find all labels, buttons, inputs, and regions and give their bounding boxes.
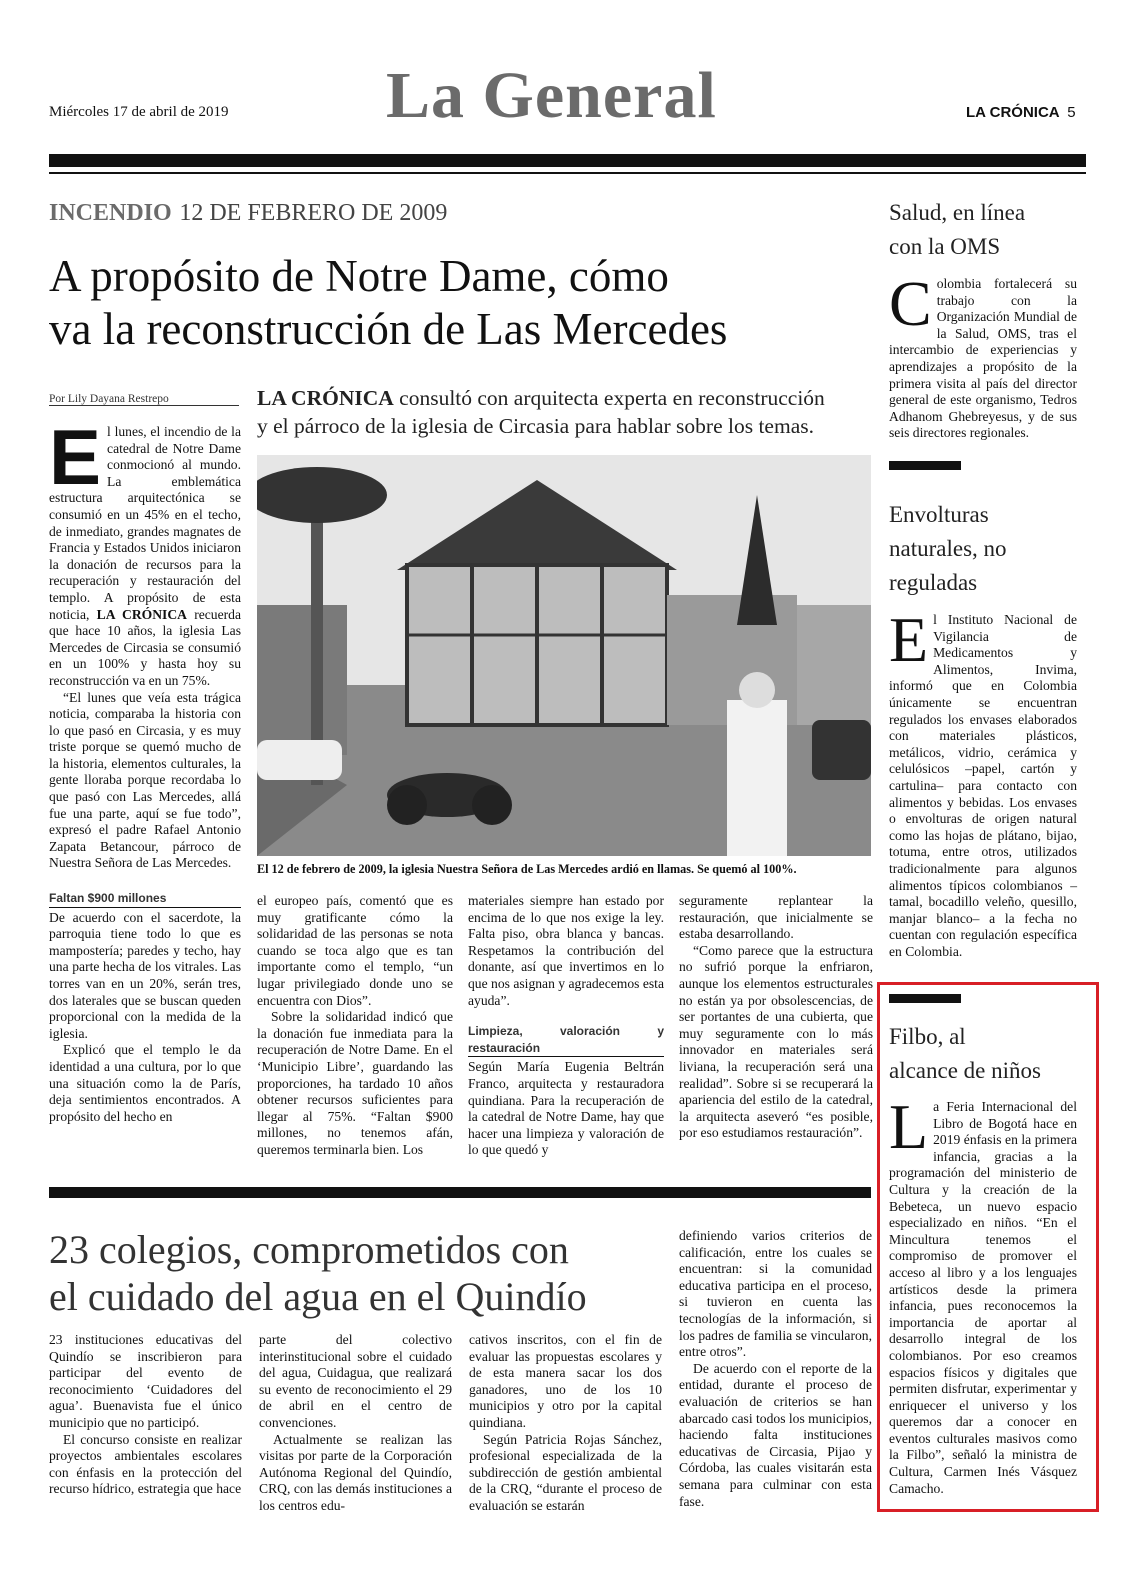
col3-p1: materiales siempre han estado por encima de lo que nos exige la ley. Falta piso, obra blanca y bancas. Respetamos la contribución del donante, así que invertimos en lo que nos asignan y agradecemos esta ayuda”. xyxy=(468,893,664,1008)
col2-p1: el europeo país, comentó que es muy gratificante cómo la solidaridad de las personas se nota cuando se toca algo que es tan importante como el templo, “un lugar privilegiado donde uno se encuentra con Dios”. xyxy=(257,893,453,1008)
col1-p3: De acuerdo con el sacerdote, la parroquia tiene todo lo que es mampostería; paredes y techo, hay una parte hecha de los vitrales. Las torres van en un 20%, serán tres, dos laterales que se buscan queden proporcional con la medida de la iglesia. xyxy=(49,909,241,1041)
col2-p2: Sobre la solidaridad indicó que la donación fue inmediata para la recuperación de Notre Dame. En el ‘Municipio Libre’, guardando las proporciones, ha tardado 10 años obtener recursos suficientes para llegar al 75%. “Faltan $900 millones, no tenemos afán, queremos terminarla bien. Los xyxy=(257,1009,453,1157)
photo-caption: El 12 de febrero de 2009, la iglesia Nuestra Señora de Las Mercedes ardió en llamas. Se quemó al 100%. xyxy=(257,862,797,876)
sidebar-title-envolturas xyxy=(889,498,1007,600)
main-headline xyxy=(49,250,727,356)
sidebar-filbo-text: a Feria Internacional del Libro de Bogotá hace en 2019 énfasis en la primera infancia, gracias a la programación del ministerio de Cultura y la creación de la Bebeteca, un nuevo espacio especializado en niños. “En el Mincultura tenemos el compromiso de promover el acceso al libro y a los lenguajes artísticos desde la primera infancia, pues reconocemos la importancia de aportar al desarrollo integral de los colombianos. Por eso creamos espacios físicos y digitales que permiten disfrutar, experimentar y enriquecer el universo y los queremos dar a conocer en eventos culturales masivos como la Filbo”, señaló la ministra de Cultura, Carmen Inés Vásquez Camacho. xyxy=(889,1099,1077,1496)
second-col1-p1: 23 instituciones educativas del Quindío se inscribieron para participar del evento de reconocimiento ‘Cuidadores del agua’. Buenavista fue el único municipio que no participó. xyxy=(49,1332,242,1430)
second-column-3 xyxy=(469,1332,662,1515)
main-headline-line2: va la reconstrucción de Las Mercedes xyxy=(49,304,728,354)
col3-p2: Según María Eugenia Beltrán Franco, arquitecta y restauradora quindiana. Para la recuperación de la catedral de Notre Dame, hay que hacer una limpieza y valoración de lo que quedó y xyxy=(468,1059,664,1158)
second-col3-p2: Según Patricia Rojas Sánchez, profesional especializada de la subdirección de gestión ambiental de la CRQ, “durante el proceso de evaluación se estarán xyxy=(469,1431,662,1513)
main-column-1 xyxy=(49,413,241,1125)
main-column-3 xyxy=(468,893,664,1159)
second-col3-p1: cativos inscritos, con el fin de evaluar las propuestas escolares y de esta manera sacar los dos ganadores, uno de los 10 municipios y otro por la capital quindiana. xyxy=(469,1332,662,1430)
second-column-2 xyxy=(259,1332,452,1515)
issue-date: Miércoles 17 de abril de 2019 xyxy=(49,104,229,120)
sidebar-divider-1 xyxy=(889,461,961,470)
second-headline xyxy=(49,1226,587,1320)
sidebar-body-oms xyxy=(889,268,1077,442)
col1-p1: l lunes, el incendio de la catedral de Notre Dame conmocionó al mundo. La emblemática estructura arquitectónica se consumió en un 45% en el techo, de inmediato, grandes magnates de Francia y Estados Unidos iniciaron la donación de recursos para la recuperación y restauración del templo. A propósito de esta noticia, xyxy=(49,424,241,622)
deck xyxy=(257,384,872,440)
sidebar-title-oms-l1: Salud, en línea xyxy=(889,200,1026,225)
second-column-1 xyxy=(49,1332,242,1498)
subhead-limpieza: Limpieza, valoración y restauración xyxy=(468,1023,664,1057)
main-headline-line1: A propósito de Notre Dame, cómo xyxy=(49,251,669,301)
sidebar-oms-text: olombia fortalecerá su trabajo con la Organización Mundial de la Salud, OMS, tras el intercambio de experiencias y aprendizajes a propósito de la primera visita al país del director general de este organismo, Tedros Adhanom Ghebreyesus, y de sus seis directores regionales. xyxy=(889,276,1077,441)
paper-name-text: LA CRÓNICA xyxy=(966,104,1060,121)
second-col1-p2: El concurso consiste en realizar proyectos ambientales escolares con énfasis en la protección del recurso hídrico, estrategia que hace xyxy=(49,1431,242,1497)
kicker-label: INCENDIO xyxy=(49,200,172,226)
sidebar-env-text: l Instituto Nacional de Vigilancia de Medicamentos y Alimentos, Invima, informó que en Colombia únicamente se encuentran regulados los envases elaborados con materiales plásticos, metálicos, vidrio, cerámica y celulósicos –papel, cartón y cartulina– para contacto con alimentos y bebidas. Los envases o envolturas de origen natural como las hojas de plátano, bijao, totuma, entre otros, utilizados tradicionalmente para algunos alimentos típicos colombianos –tamal, bocadillo veleño, quesillo, manjar blanco– a la fecha no cuentan con regulación específica en Colombia. xyxy=(889,612,1077,959)
second-column-4 xyxy=(679,1228,872,1510)
dropcap-e2: E xyxy=(889,604,929,675)
byline: Por Lily Dayana Restrepo xyxy=(49,393,239,406)
dropcap-l: L xyxy=(889,1091,929,1162)
sidebar-divider-2 xyxy=(889,994,961,1003)
sidebar-title-oms xyxy=(889,196,1025,264)
deck-line1: consultó con arquitecta experta en reconstrucción xyxy=(393,386,825,410)
page-number: 5 xyxy=(1067,104,1076,121)
sidebar-title-filbo-l1: Filbo, al xyxy=(889,1024,966,1049)
sidebar-title-filbo xyxy=(889,1020,1041,1088)
second-headline-l2: el cuidado del agua en el Quindío xyxy=(49,1274,587,1319)
second-col2-p2: Actualmente se realizan las visitas por parte de la Corporación Autónoma Regional del Quindío, CRQ, con las demás instituciones a los centros edu- xyxy=(259,1431,452,1513)
deck-line2: y el párroco de la iglesia de Circasia para hablar sobre los temas. xyxy=(257,414,814,438)
sidebar-title-env-l3: reguladas xyxy=(889,570,978,595)
sidebar-title-filbo-l2: alcance de niños xyxy=(889,1058,1041,1083)
second-col4-p2: De acuerdo con el reporte de la entidad, durante el proceso de evaluación de criterios se han abarcado casi todos los municipios, haciendo falta instituciones educativas de Circasia, Pijao y Córdoba, las cuales visitarán esta semana para culminar con esta fase. xyxy=(679,1360,872,1509)
deck-strong: LA CRÓNICA xyxy=(257,386,394,410)
masthead-rule-thin xyxy=(49,172,1086,174)
subhead-faltan: Faltan $900 millones xyxy=(49,890,241,908)
col1-p4: Explicó que el templo le da identidad a una cultura, por lo que una situación como la de París, deja sentimientos encontrados. A propósito del hecho en xyxy=(49,1042,241,1124)
dropcap-e: E xyxy=(49,413,102,501)
church-photo xyxy=(257,455,871,856)
sidebar-title-env-l1: Envolturas xyxy=(889,502,989,527)
second-col4-p1: definiendo varios criterios de calificación, entre los cuales se encuentran: si la comunidad educativa participa en el proceso, si tuvieron en cuenta las tecnologías de la información, si los padres de familia se vincularon, entre otros”. xyxy=(679,1228,872,1360)
second-headline-l1: 23 colegios, comprometidos con xyxy=(49,1227,569,1272)
col1-p1-strong: LA CRÓNICA xyxy=(96,606,187,622)
kicker-date: 12 DE FEBRERO DE 2009 xyxy=(179,200,448,226)
sidebar-title-oms-l2: con la OMS xyxy=(889,234,1001,259)
second-story-rule xyxy=(49,1187,871,1198)
col1-p1-end: recuerda que hace 10 años, la iglesia Las Mercedes de Circasia se consumió en un 100% y hasta hoy su reconstrucción va en un 75%. xyxy=(49,606,241,688)
main-column-4 xyxy=(679,893,873,1142)
main-column-2 xyxy=(257,893,453,1159)
masthead-rule-thick xyxy=(49,154,1086,167)
church-photo-illustration xyxy=(257,455,871,856)
paper-name xyxy=(966,104,1076,121)
col1-p2: “El lunes que veía esta trágica noticia, comparaba la historia con lo que pasó en Circasia, y es muy triste porque se quemó mucho de la historia, elementos culturales, la gente lloraba porque recordaba lo que pasó con Las Mercedes, allá fue una parte, aquí se fue todo”, expresó el padre Rafael Antonio Zapata Betancour, párroco de Nuestra Señora de Las Mercedes. xyxy=(49,689,241,871)
second-col2-p1: parte del colectivo interinstitucional sobre el cuidado del agua, Cuidagua, que realizará su evento de reconocimiento el 29 de abril en el centro de convenciones. xyxy=(259,1332,452,1430)
sidebar-body-envolturas xyxy=(889,604,1077,960)
dropcap-c: C xyxy=(889,268,932,339)
sidebar-title-env-l2: naturales, no xyxy=(889,536,1007,561)
kicker xyxy=(49,198,447,227)
col4-p2: “Como parece que la estructura no sufrió porque la enfriaron, aunque los elementos estructurales no están ya por obsolescencias, de ser portantes de una cubierta, que muy seguramente con lo más innovador en materiales será liviana, la recuperación será una realidad”. Sobre si se recuperará la apariencia del estilo de la catedral, la arquitecta aseveró “es posible, por eso estudiamos restauración”. xyxy=(679,942,873,1141)
section-title: La General xyxy=(386,59,717,132)
sidebar-body-filbo xyxy=(889,1091,1077,1497)
col4-p1: seguramente replantear la restauración, que inicialmente se estaba desarrollando. xyxy=(679,893,873,942)
